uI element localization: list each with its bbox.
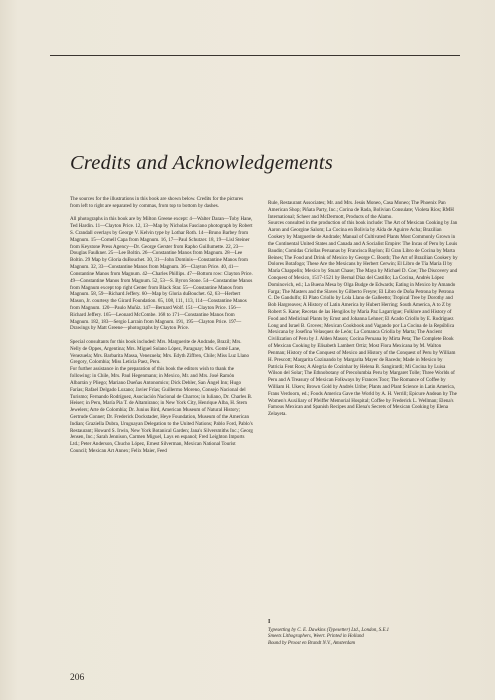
imprint-line-printing: Smeets Lithographers, Weert. Printed in Holland bbox=[268, 634, 364, 640]
credits-intro-paragraph: The sources for the illustrations in this book are shown below. Credits for the pictures from left to right are separated by commas, from top to bottom by dashes. bbox=[70, 196, 244, 209]
sources-paragraph: Sources consulted in the production of this book include: The Art of Mexican Cooking by Jan Aaron and Georgine Salom; La Cocina en Bolivia by Aída de Aguirre Acha; Brazilian Cookery by Marguerite de Andrade; Manual of Cultivated Plants Most Commonly Grown in the Continental United States and Canada and A Socialist Empire: The Incas of Peru by Louis Baudin; Comidas Criollas Peruanas by Francisca Baylon; El Gran Libro de Cocina by Marta Beines; The Food and Drink of Mexico by George C. Booth; The Art of Brazilian Cookery by Dolores Botafogo; These Are the Mexicans by Herbert Cerwin; El Libro de Tía María II by María Chappelin; Mexico by Stuart Chase; The Maya by Michael D. Coe; The Discovery and Conquest of Mexico, 1517-1521 by Bernal Díaz del Castillo; La Cocina, Andrés López Dominovich, ed.; La Buena Mesa by Olga Budge de Edwards; Eating in Mexico by Amando Farga; The Masters and the Slaves by Gilberto Freyre; El Libro de Doña Petrona by Petrona C. De Gandulfo; El Plato Criollo by Lola Llano de Galleetto; Tropical Tree by Dorothy and Bob Hargreaves; A History of Latin America by Hubert Herring; South America, A to Z by Robert S. Kane; Recetas de las Hengilos by María Paz Lagarrigue; Folklore and History of Food and Medicinal Plants by Ernst and Johanna Lehner; El Acado Criollo by E. Rodríguez Long and Israel B. Groves; Mexican Cookbook and Vagando por La Cocina de la República Mexicana by Josefina Velasquez de León; La Comanca Criolla by Marta; The Ancient Civilization of Peru by J. Alden Mason; Cocina Peruana by Mirta Peta; The Complete Book of Mexican Cooking by Elisabeth Lambert Ortiz; Most Flora Mexicana by M. Walton Penman; History of the Conquest of Mexico and History of the Conquest of Peru by William H. Prescott; Margarita Cozinando by Margarita Mayer de Racedo; Made in Mexico by Patricia Fent Ross; A Alegria de Cozinhar by Helena B. Sangirardi; Mi Cocina by Luisa Wilson del Solar; The Ethnobotany of Precolumbia Peru by Margaret Tolle; Three Worlds of Peru and A Treasury of Mexican Folkways by Frances Toor; The Romance of Coffee by William H. Ukers; Brown Gold by Andrés Uribe; Plants and Plant Science in Latin America, Frans Verdoorn, ed.; Foods America Gave the World by A. H. Verrill; Epicure Andean by The Women's Auxiliary of Pfeiffer Memorial Hospital; Coffee by Frederick L. Wellman; Elena's Famous Mexican and Spanish Recipes and Elena's Secrets of Mexican Cooking by Elena Zelayeta. bbox=[268, 220, 458, 418]
imprint-line-binding: Bound by Proost en Brandt N.V., Amsterdam bbox=[268, 640, 356, 646]
imprint-mark: I bbox=[268, 619, 271, 625]
acknowledgements-continued-paragraph: Rule, Restaurant Associates; Mr. and Mrs. Jesús Moneo, Casa Moneo; The Phoenix Pan American Shop; Piñata Party, Inc.; Corina de Rada, Bolivian Consulate; Violeta Ríos; RMH International; Scheer and McDermott, Products of the Alamo. bbox=[268, 200, 454, 220]
acknowledgements-paragraph: For further assistance in the preparation of this book the editors wish to thank the following: in Chile, Mrs. Paul Hegenmann; in Mexico, Mr. and Mrs. José Ramón Albarrán y Pliego; Mariano Dueñas Antonomico; Dick Dehler, San Ángel Inn; Hugo Farías; Rafael Delgado Lozano; Javier Frías; Guillermo Moreno, Consejo Nacional del Turismo; Fernando Rodríguez, Asociación Nacional de Charros; in Iuliano, Dr. Charles B. Heiser; in Peru, María Pia T. de Altamirano; in New York City, Henrique Alba, H. Stern Jewelers; Arte de Colombia; Dr. Junius Bird, American Museum of Natural History; Gertrude Conner; Dr. Frederick Dockstader, Heye Foundation, Museum of the American Indian; Graziella Dubra, Uruguayan Delegation to the United Nations; Pablo Ford, Pablo's Restaurant; Howard S. Irwin, New York Botanical Garden; Jana's Silversmiths Inc.; Georg Jensen, Inc.; Sarah Jennison, Carmen Miguel, Lays en espanol; Fred Leighton Imports Ltd.; Peter Anderson, Chucho López, Ernest Silverman, Mexican National Tourist Council; Mexican Art Annex; Felix Maier, Feed bbox=[70, 366, 253, 455]
top-rule bbox=[50, 55, 460, 56]
credits-right-column bbox=[268, 200, 458, 418]
photo-credits-paragraph: All photographs in this book are by Milton Greene except: 4—Walter Daran—Toby Hane, Ted Hardin. 11—Clayton Price. 12, 13—Map by Nicholas Fasciano photograph by Robert S. Crandall overlays by George V. Kelvin type by Lothar Roth. 14—Bruno Barbey from Magnum. 15—Cornell Capa from Magnum. 16, 17—Paul Schutzer. 18, 19—Lisl Steiner from Keystone Press Agency—Dr. George Gerster from Rapho Guillumette. 22, 23—Douglas Faulkner. 25—Lee Boltin. 26—Constantine Manos from Magnum. 28—Lee Boltin. 29 Map by Gloria duBouchet. 30, 31—John Dominis—Constantine Manos from Magnum. 32, 33—Constantine Manos from Magnum. 36—Clayton Price. 40, 41—Constantine Manos from Magnum. 42—Charles Phillips. 47—Bottom row: Clayton Price. 49—Constantine Manos from Magnum. 52, 53—S. Byron Stone. 54—Constantine Manos from Magnum except top right Center from Black Star. 55—Constantine Manos from Magnum. 58, 59—Richard Jeffery. 60—Map by Gloria duBouchet. 62, 63—Herbert Mason, Jr. courtesy the Girard Foundation. 65, 108, 111, 113, 114—Constantine Manos from Magnum. 120—Paulo Muñiz. 147—Bernard Wolf. 151—Clayton Price. 156—Richard Jeffery. 165—Leonard McCombe. 168 to 171—Constantine Manos from Magnum. 182, 183—Sergio Larrain from Magnum. 191, 195—Clayton Price. 197—Drawings by Matt Greene—photographs by Clayton Price. bbox=[70, 216, 253, 332]
page-title: Credits and Acknowledgements bbox=[70, 152, 333, 174]
imprint-line-typesetting: Typesetting by C. E. Dawkins (Typesetter) Ltd., London, S.E.1 bbox=[268, 627, 390, 633]
page-number: 206 bbox=[70, 673, 85, 683]
consultants-paragraph: Special consultants for this book included: Mrs. Marguerite de Andrade, Brazil; Mrs. Nelly de Oppes, Argentina; Mrs. Miguel Solano López, Paraguay; Mrs. Gomé Lane, Venezuela; Mrs. Barbarita Massa, Venezuela; Mrs. Edyth Ziffren, Chile; Miss Luz Llano Gregory, Colombia; Miss Leticia Paez, Peru. bbox=[70, 339, 250, 366]
printer-imprint bbox=[268, 619, 458, 647]
credits-left-column bbox=[70, 196, 253, 455]
